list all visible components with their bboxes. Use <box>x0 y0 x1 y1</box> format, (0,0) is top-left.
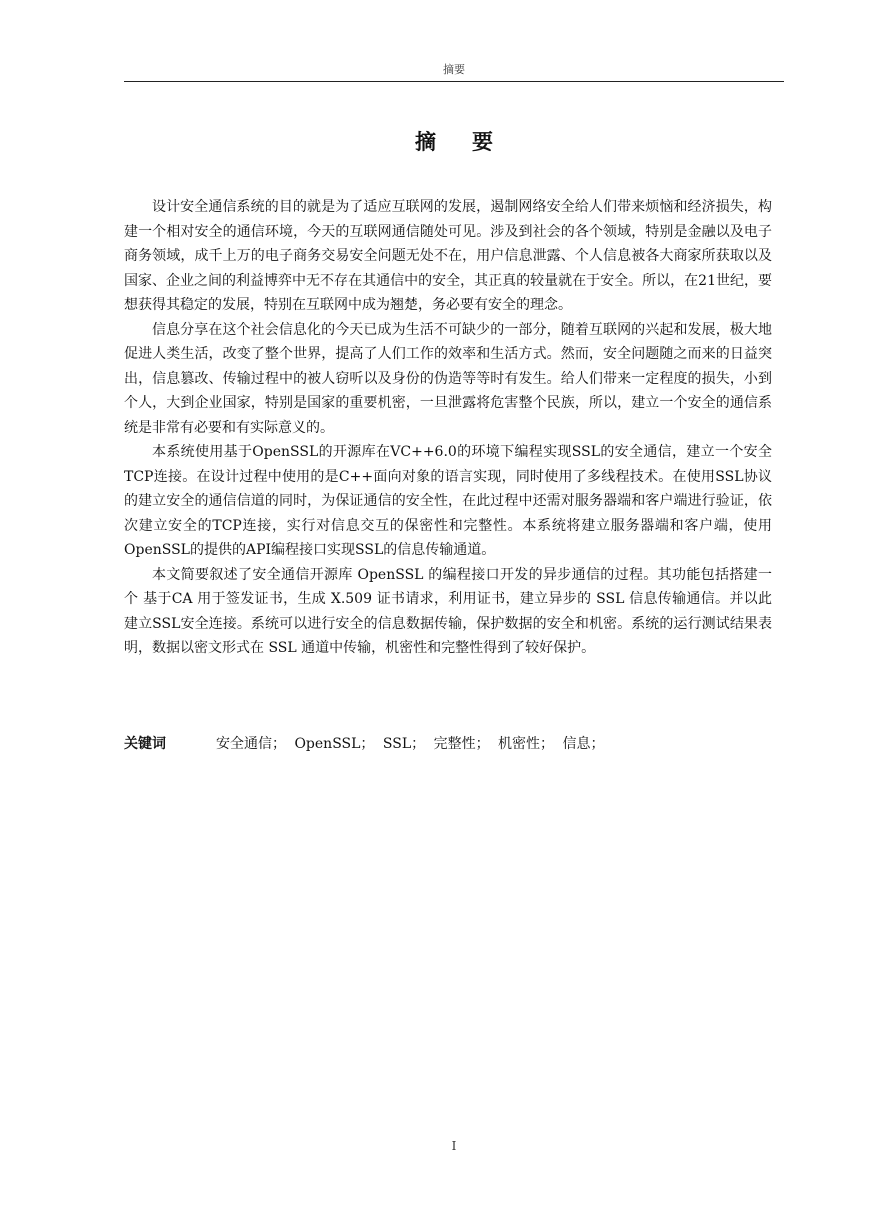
abstract-paragraph: 本文简要叙述了安全通信开源库 OpenSSL 的编程接口开发的异步通信的过程。其功能包括搭建一个 基于CA 用于签发证书，生成 X.509 证书请求，利用证书，建立异步的 SSL 信息传输通信。并以此建立SSL安全连接。系统可以进行安全的信息数据传输，保护数据的安全和机密。系统的运行测试结果表明，数据以密文形式在 SSL 通道中传输，机密性和完整性得到了较好保护。 <box>124 566 772 656</box>
page-title: 摘要 <box>415 130 529 154</box>
page-number: I <box>451 1139 457 1153</box>
abstract-body <box>124 195 772 661</box>
abstract-paragraph: 信息分享在这个社会信息化的今天已成为生活不可缺少的一部分，随着互联网的兴起和发展，极大地促进人类生活，改变了整个世界，提高了人们工作的效率和生活方式。然而，安全问题随之而来的日益突出，信息篡改、传输过程中的被人窃听以及身份的伪造等等时有发生。给人们带来一定程度的损失，小到个人，大到企业国家，特别是国家的重要机密，一旦泄露将危害整个民族，所以，建立一个安全的通信系统是非常有必要和有实际意义的。 <box>124 321 772 436</box>
running-header: 摘要 <box>124 62 784 82</box>
abstract-paragraph: 本系统使用基于OpenSSL的开源库在VC++6.0的环境下编程实现SSL的安全通信，建立一个安全TCP连接。在设计过程中使用的是C++面向对象的语言实现，同时使用了多线程技术。在使用SSL协议的建立安全的通信信道的同时，为保证通信的安全性，在此过程中还需对服务器端和客户端进行验证，依次建立安全的TCP连接，实行对信息交互的保密性和完整性。本系统将建立服务器端和客户端，使用OpenSSL的提供的API编程接口实现SSL的信息传输通道。 <box>124 444 772 558</box>
keywords-line <box>124 732 784 756</box>
keyword-item: OpenSSL； <box>294 736 375 752</box>
keywords-label: 关键词 <box>124 736 166 752</box>
keyword-item: 安全通信； <box>216 736 286 752</box>
keyword-item: 信息； <box>562 736 605 752</box>
keyword-item: 完整性； <box>433 736 490 752</box>
abstract-paragraph: 设计安全通信系统的目的就是为了适应互联网的发展，遏制网络安全给人们带来烦恼和经济损失，构建一个相对安全的通信环境，今天的互联网通信随处可见。涉及到社会的各个领域，特别是金融以及电子商务领域，成千上万的电子商务交易安全问题无处不在，用户信息泄露、个人信息被各大商家所获取以及国家、企业之间的利益博弈中无不存在其通信中的安全，其正真的较量就在于安全。所以，在21世纪，要想获得其稳定的发展，特别在互联网中成为翘楚，务必要有安全的理念。 <box>124 199 772 313</box>
keyword-item: 机密性； <box>498 736 555 752</box>
keyword-item: SSL； <box>382 736 426 752</box>
